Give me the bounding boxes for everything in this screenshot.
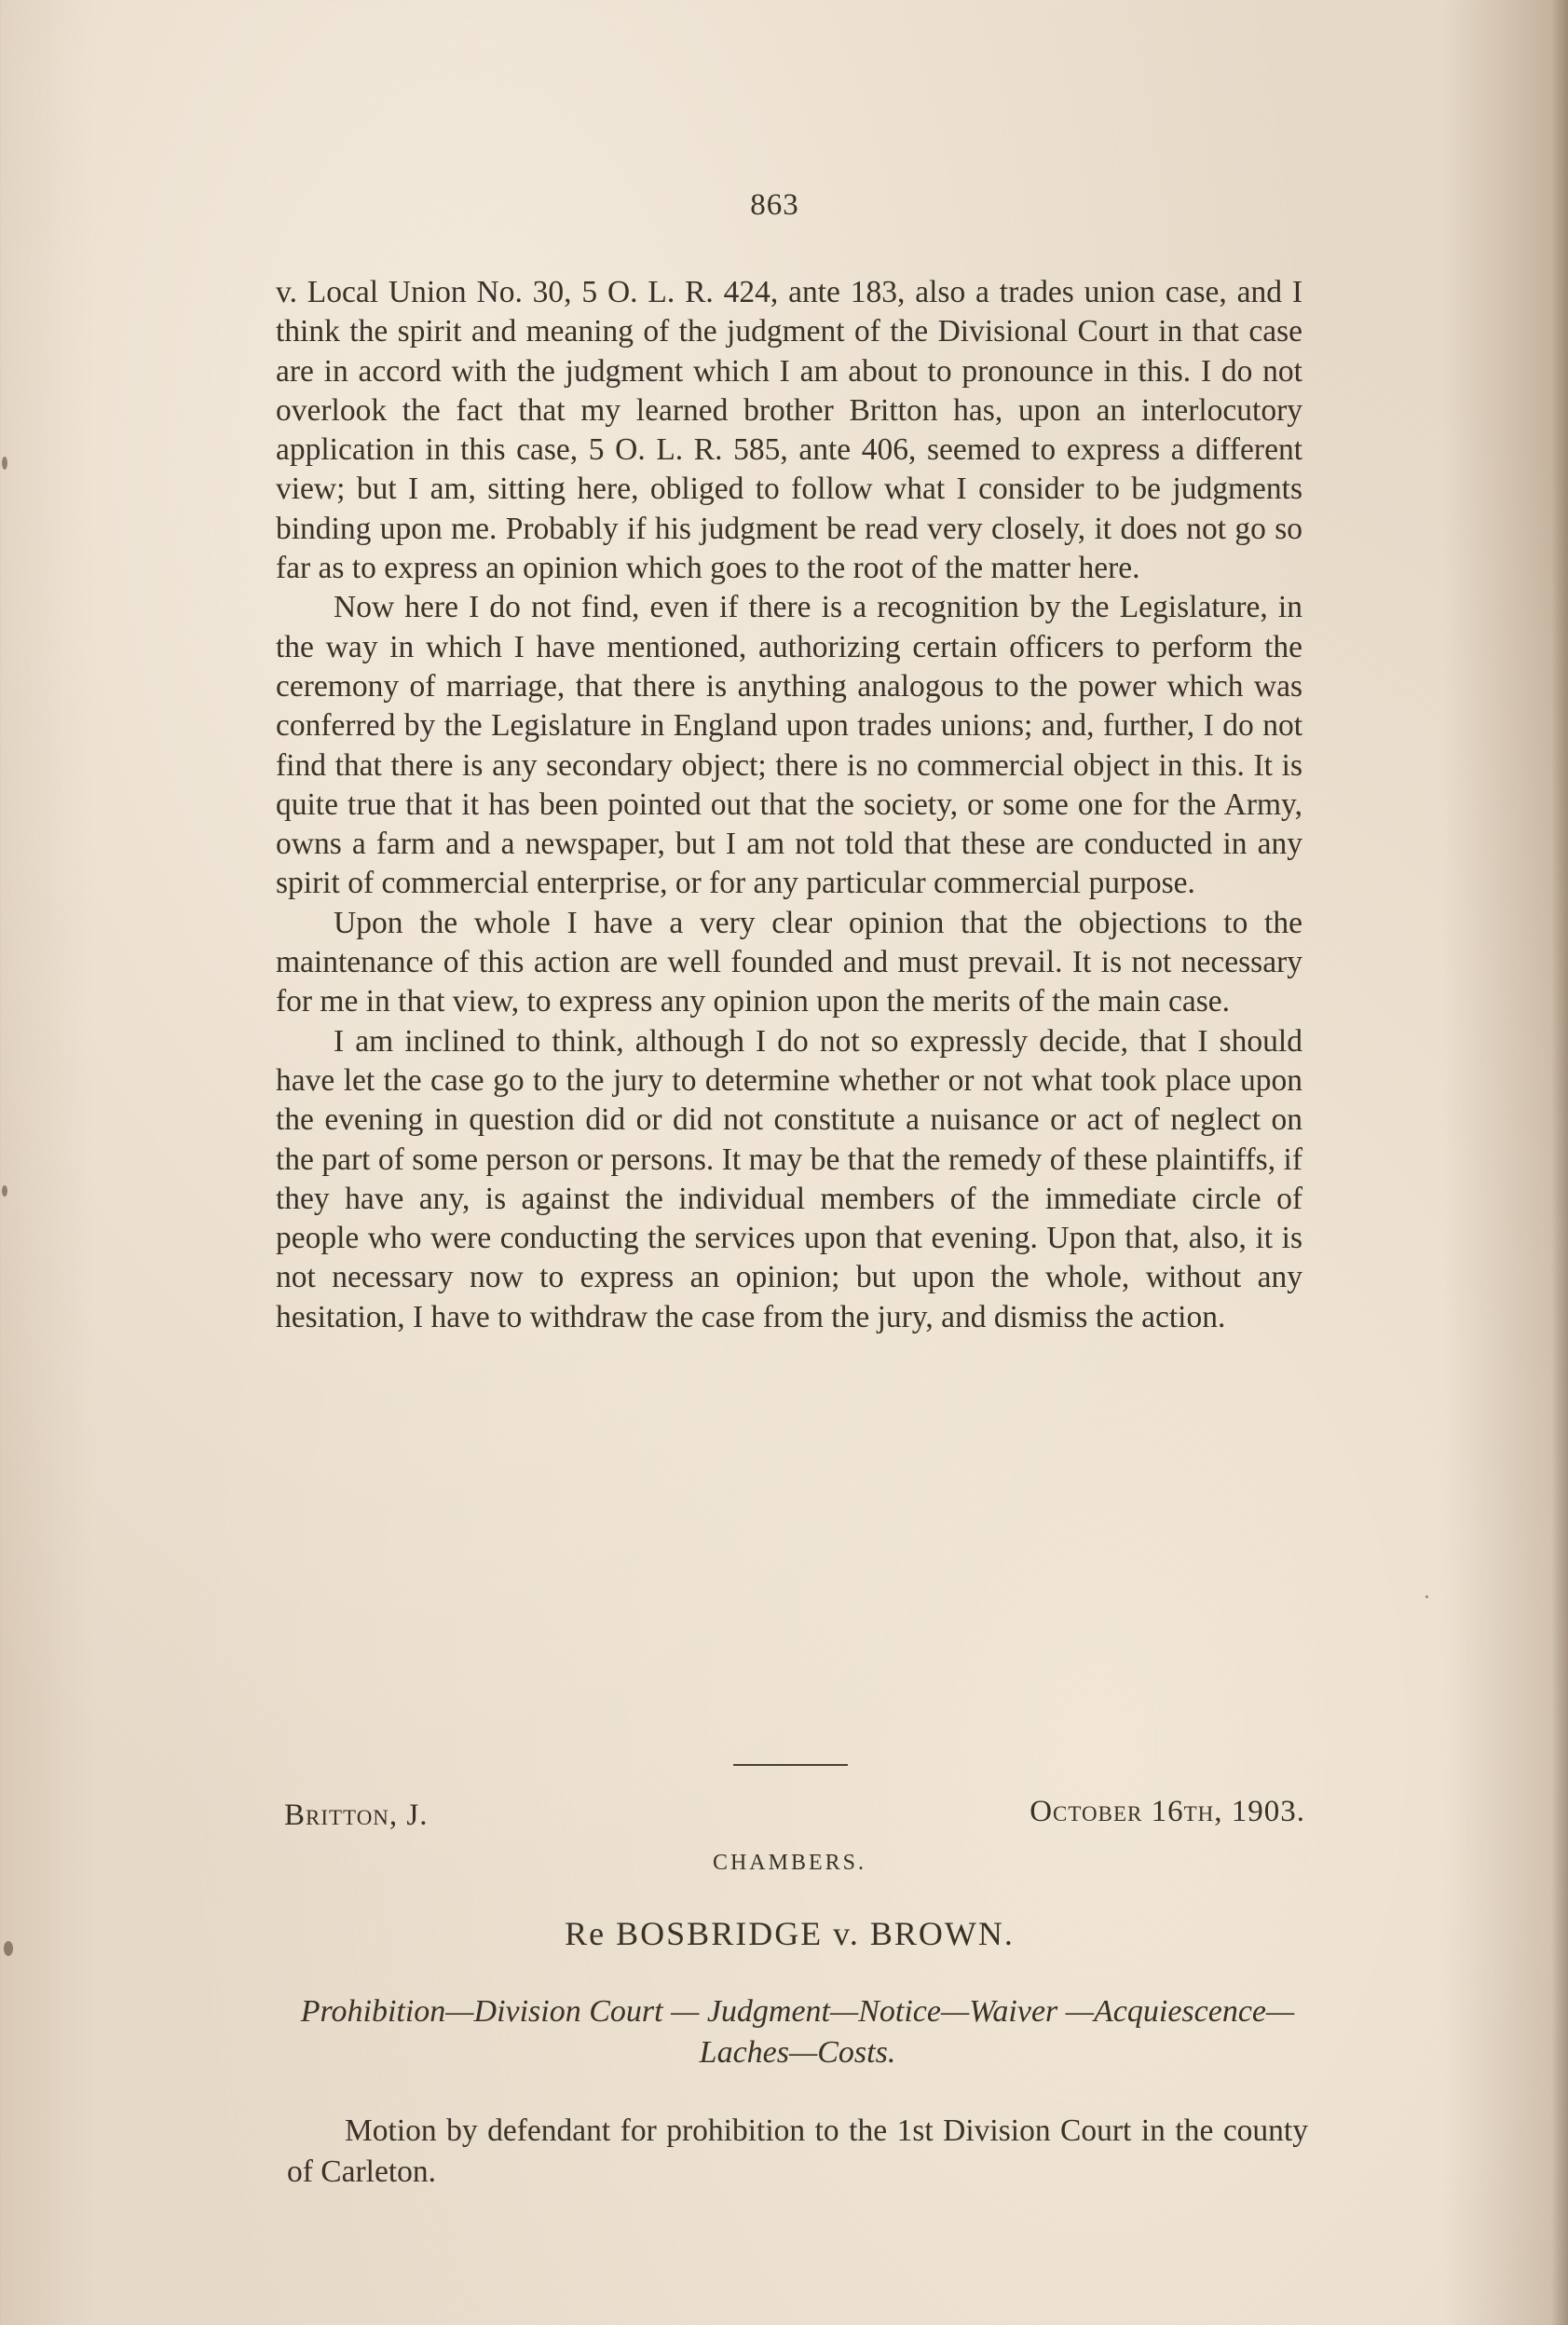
motion-paragraph: Motion by defendant for prohibition to the 1st Division Court in the county of Carleton. <box>287 2113 1308 2189</box>
headnote-keywords: Prohibition—Division Court — Judgment—Notice—Waiver —Acquiescence—Laches—Costs. <box>300 1994 1295 2070</box>
paragraph-continued: v. Local Union No. 30, 5 O. L. R. 424, ante 183, also a trades union case, and I think the spirit and meaning of the judgment of the Divisional Court in that case are in accord with the judgment which I am about to pronounce in this. I do not overlook the fact that my learned brother Britton has, upon an interlocutory application in this case, 5 O. L. R. 585, ante 406, seemed to express a different view; but I am, sitting here, obliged to follow what I consider to be judgments binding upon me. Probably if his judgment be read very closely, it does not go so far as to express an opinion which goes to the root of the matter here. <box>276 275 1302 586</box>
section-divider <box>733 1764 848 1766</box>
judge-name: Britton, J. <box>284 1798 429 1832</box>
paragraph: I am inclined to think, although I do not so expressly decide, that I should have let the case go to the jury to determine whether or not what took place upon the evening in question did or did not constitute a nuisance or act of neglect on the part of some person or persons. It may be that the remedy of these plaintiffs, if they have any, is against the individual members of the immediate circle of people who were conducting the services upon that evening. Upon that, also, it is not necessary now to express an opinion; but upon the whole, without any hesitation, I have to withdraw the case from the jury, and dismiss the action. <box>276 1023 1302 1334</box>
case-title: Re BOSBRIDGE v. BROWN. <box>565 1915 1015 1952</box>
paper-blemish <box>4 1941 13 1956</box>
venue-heading: CHAMBERS. <box>712 1851 867 1875</box>
judgment-date: October 16th, 1903. <box>1029 1795 1305 1828</box>
paper-blemish <box>2 457 7 470</box>
paragraph: Now here I do not find, even if there is a recognition by the Legislature, in the way in which I have mentioned, authorizing certain officers to perform the ceremony of marriage, that there is anything analogous to the power which was conferred by the Legislature in England upon trades unions; and, further, I do not find that there is any secondary object; there is no commercial object in this. It is quite true that it has been pointed out that the society, or some one for the Army, owns a farm and a newspaper, but I am not told that these are conducted in any spirit of commercial enterprise, or for any particular commercial purpose. <box>276 590 1302 901</box>
paper-blemish <box>2 1185 7 1197</box>
paper-blemish <box>1425 1595 1428 1598</box>
page-edge-shadow <box>1551 0 1568 2325</box>
paragraph: Upon the whole I have a very clear opinion that the objections to the maintenance of this action are well founded and must prevail. It is not necessary for me in that view, to express any opinion upon the merits of the main case. <box>276 905 1302 1019</box>
judgment-body <box>276 273 1302 1337</box>
page-number: 863 <box>750 188 799 222</box>
